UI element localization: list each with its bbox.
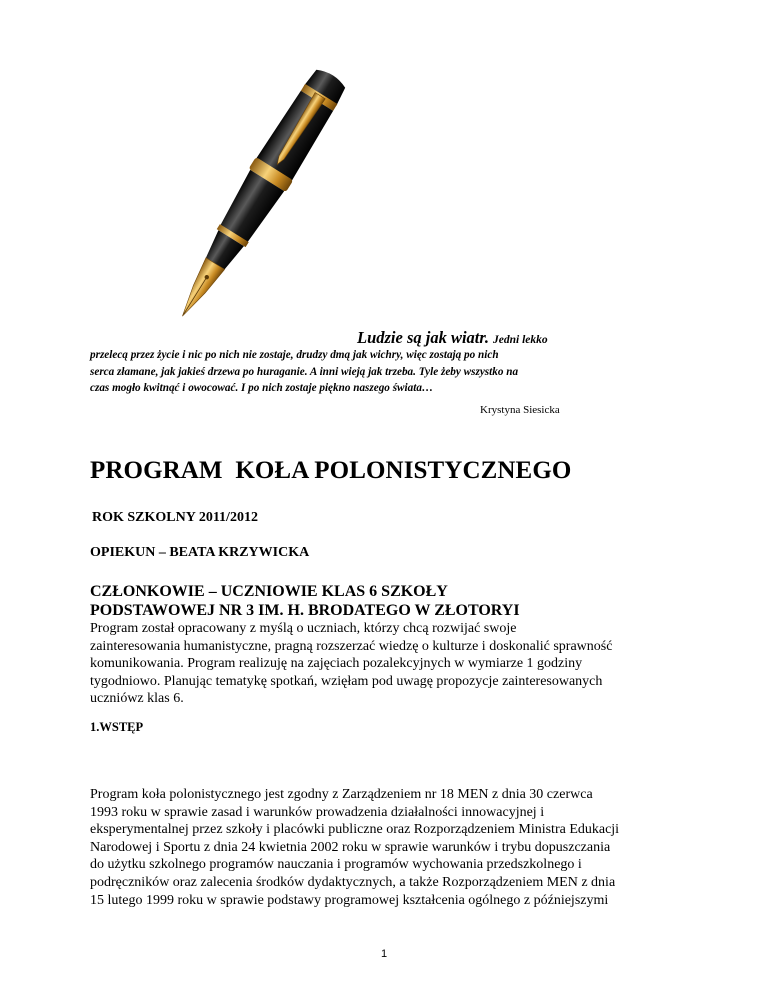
body-paragraph: Program koła polonistycznego jest zgodny z Zarządzeniem nr 18 MEN z dnia 30 czerwca 1993 roku w sprawie zasad i warunków prowadzenia działalności innowacyjnej i eksperymentalnej przez szkoły i placówki publiczne oraz Rozporządzeniem Ministra Edukacji Narodowej i Sportu z dnia 24 kwietnia 2002 roku w sprawie warunków i trybu dopuszczania do użytku szkolnego programów nauczania i programów wychowania przedszkolnego i podręczników oraz zalecenia środków dydaktycznych, a także Rozporządzeniem MEN z dnia 15 lutego 1999 roku w sprawie podstawy programowej kształcenia ogólnego z późniejszymi bbox=[90, 787, 620, 908]
intro-paragraph: Program został opracowany z myślą o uczniach, którzy chcą rozwijać swoje zainteresowania humanistyczne, pragną rozszerzać wiedzę o kulturze i doskonalić sprawność komunikowania. Program realizuję na zajęciach pozalekcyjnych w wymiarze 1 godziny tygodniowo. Planując tematykę spotkań, wzięłam pod uwagę propozycje zainteresowanych uczniówz klas 6. bbox=[90, 621, 613, 706]
quote-body: przelecą przez życie i nic po nich nie zostaje, drudzy dmą jak wichry, więc zostają po nich serca złamane, jak jakieś drzewa po huraganie. A inni wieją jak trzeba. Tyle żeby wszystko na czas mogło kwitnąć i owocować. I po nich zostaje piękno naszego świata… bbox=[90, 349, 519, 394]
quote-lead-small: Jedni lekko bbox=[493, 334, 548, 346]
school-year: ROK SZKOLNY 2011/2012 bbox=[92, 510, 258, 525]
page-number: 1 bbox=[381, 948, 388, 960]
quote-lead bbox=[357, 328, 548, 348]
quote-author: Krystyna Siesicka bbox=[480, 404, 560, 416]
section-heading: 1.WSTĘP bbox=[90, 720, 144, 734]
document-title: PROGRAM KOŁA POLONISTYCZNEGO bbox=[90, 457, 572, 484]
quote-lead-large: Ludzie są jak wiatr. bbox=[357, 328, 490, 347]
fountain-pen-illustration bbox=[150, 55, 360, 345]
guardian-heading: OPIEKUN – BEATA KRZYWICKA bbox=[90, 545, 310, 560]
members-heading: CZŁONKOWIE – UCZNIOWIE KLAS 6 SZKOŁY PODSTAWOWEJ NR 3 IM. H. BRODATEGO W ZŁOTORYI bbox=[90, 583, 520, 619]
